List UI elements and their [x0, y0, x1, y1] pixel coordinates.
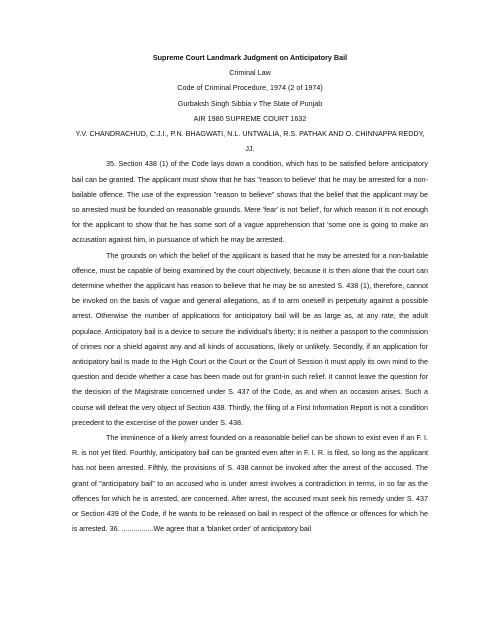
paragraph-imminence: The imminence of a likely arrest founded on a reasonable belief can be shown to exist even if an F. I. R. is not yet filed. Fourthly, anticipatory bail can be granted even after in F. I. R. is filed, so long as the applicant has not been arrested. Fifthly, the provisions of S. 438 cannot be invoked after the arrest of the accused. The grant of "anticipatory bail" to an accused who is under arrest involves a contradiction in terms, in so far as the offences for which he is arrested, are concerned. After arrest, the accused must seek his remedy under S. 437 or Section 439 of the Code, if he wants to be released on bail in respect of the offence or offences for which he is arrested. 36. ................We agree that a 'blanket order' of anticipatory bail	[72, 433, 428, 534]
paragraph-35: 35. Section 438 (1) of the Code lays down a condition, which has to be satisfied before anticipatory bail can be granted. The applicant must show that he has "reason to believe' that he may be arrested for a non-bailable offence. The use of the expression "reason to believe" shows that the belief that the applicant may be so arrested must be founded on reasonable grounds. Mere 'fear' is not 'belief', for which reason it is not enough for the applicant to show that he has some sort of a vague apprehension that 'some one is going to make an accusation against him, in pursuance of which he may be arrested.	[72, 159, 428, 245]
paragraph-grounds: The grounds on which the belief of the applicant is based that he may be arrested for a non-bailable offence, must be capable of being examined by the court objectively, because it is then alone that the court can determine whether the applicant has reason to believe that he may be so arrested S. 438 (1), therefore, cannot be invoked on the basis of vague and general allegations, as if to arm oneself in perpetuity against a possible arrest. Otherwise the number of applications for anticipatory bail will be as large as, at any rate, the adult populace. Anticipatory bail is a device to secure the individual's liberty; it is neither a passport to the commission of crimes nor a shield against any and all kinds of accusations, likely or unlikely. Secondly, if an application for anticipatory bail is made to the High Court or the Court or the Court of Session it must apply its own mind to the question and decide whether a case has been made out for grant-in such relief. It cannot leave the question for the decision of the Magistrate concerned under S. 437 of the Code, as and when an occasion arises. Such a course will defeat the very object of Section 438. Thirdly, the filing of a First Information Report is not a condition precedent to the excercise of the power under S. 438.	[72, 250, 428, 427]
citation: AIR 1980 SUPREME COURT 1632	[193, 113, 307, 123]
document-title: Supreme Court Landmark Judgment on Anticipatory Bail	[152, 53, 348, 62]
case-name: Gurbaksh Singh Sibbia v The State of Punjab	[177, 98, 323, 108]
document-page	[72, 50, 428, 537]
statute-line: Code of Criminal Procedure, 1974 (2 of 1974)	[177, 83, 323, 93]
subject-line: Criminal Law	[229, 68, 271, 78]
bench-judges: Y.V. CHANDRACHUD, C.J.I., P.N. BHAGWATI, N.L. UNTWALIA, R.S. PATHAK AND O. CHINNAPPA REDDY, JJ.	[75, 129, 425, 154]
